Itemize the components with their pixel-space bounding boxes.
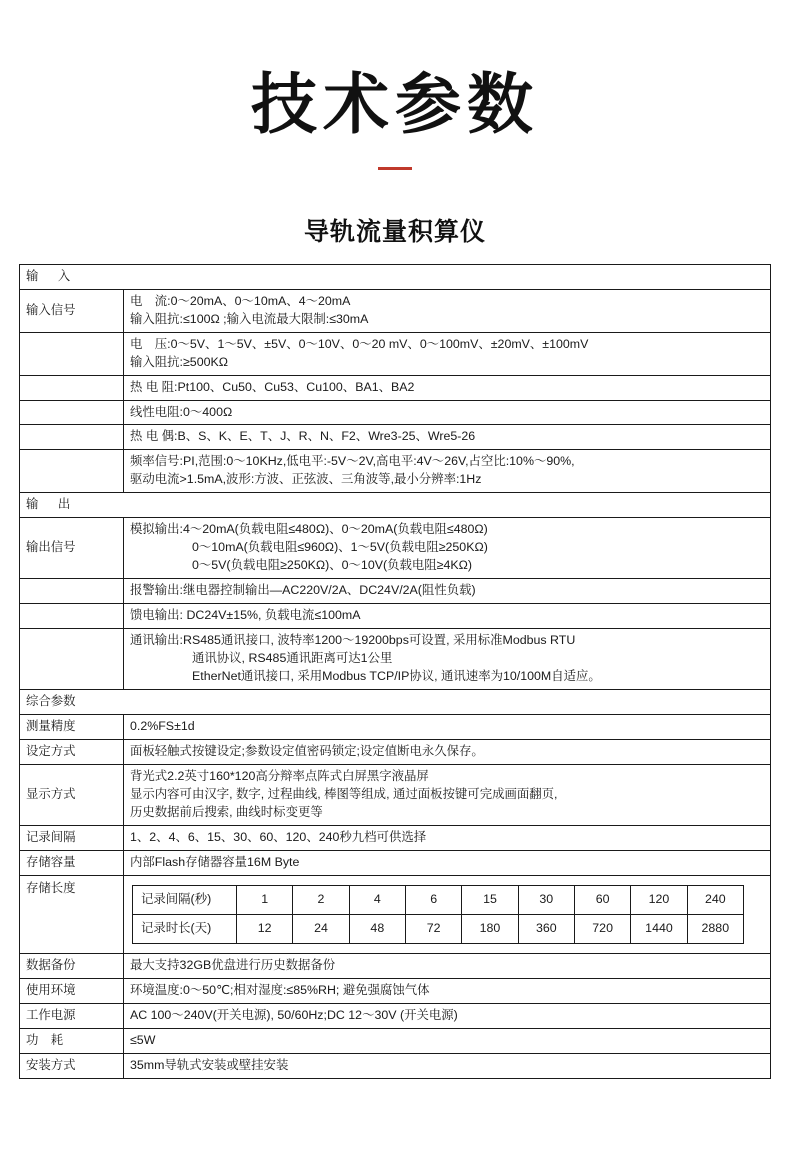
value-line: 频率信号:PI,范围:0～10KHz,低电平:-5V～2V,高电平:4V～26V,占空比:10%～90%, [130,454,575,469]
specifications-table [19,264,771,1080]
table-section-input [20,264,771,289]
value-line: 线性电阻:0～400Ω [130,404,233,419]
row-value [124,604,771,629]
row-value [124,1054,771,1079]
value-line: 馈电输出: DC24V±15%, 负载电流≤100mA [130,608,361,623]
row-value [124,765,771,826]
table-row [20,1054,771,1079]
value-line: 历史数据前后搜索, 曲线时标变更等 [130,805,323,820]
interval-cell: 4 [349,886,405,915]
row-value [124,450,771,493]
value-line: 背光式2.2英寸160*120高分辩率点阵式白屏黑字液晶屏 [130,769,429,784]
row-label-empty [20,425,124,450]
row-value [124,1004,771,1029]
table-row [20,518,771,579]
table-row [20,332,771,375]
row-label-record-interval: 记录间隔 [20,826,124,851]
row-label-data-backup: 数据备份 [20,954,124,979]
row-label-accuracy: 测量精度 [20,715,124,740]
row-label-empty [20,450,124,493]
row-value [124,375,771,400]
table-row [20,851,771,876]
row-label-display-method: 显示方式 [20,765,124,826]
row-label-storage-capacity: 存储容量 [20,851,124,876]
value-line: 驱动电流>1.5mA,波形:方波、正弦波、三角波等,最小分辨率:1Hz [130,472,482,487]
table-row [20,604,771,629]
storage-length-table [132,885,744,944]
interval-cell: 30 [518,886,574,915]
value-line: 环境温度:0～50℃;相对湿度:≤85%RH; 避免强腐蚀气体 [130,983,430,998]
row-label-mounting: 安装方式 [20,1054,124,1079]
value-line: 模拟输出:4～20mA(负载电阻≤480Ω)、0～20mA(负载电阻≤480Ω) [130,522,488,537]
value-line: 通讯输出:RS485通讯接口, 波特率1200～19200bps可设置, 采用标准Modbus RTU [130,633,576,648]
table-row [20,954,771,979]
row-value [124,740,771,765]
value-line: 输入阻抗:≥500KΩ [130,354,229,369]
value-line: 内部Flash存储器容量16M Byte [130,855,300,870]
storage-length-interval-row [133,886,744,915]
duration-cell: 24 [293,915,349,944]
row-value [124,1029,771,1054]
value-line: 热 电 阻:Pt100、Cu50、Cu53、Cu100、BA1、BA2 [130,379,415,394]
duration-cell: 360 [518,915,574,944]
value-line: EtherNet通讯接口, 采用Modbus TCP/IP协议, 通讯速率为10/100M自适应。 [192,669,601,684]
section-label-output: 输 出 [20,493,771,518]
row-value [124,400,771,425]
table-row [20,629,771,690]
interval-cell: 240 [687,886,743,915]
row-label-empty [20,604,124,629]
value-line: 输入阻抗:≤100Ω ;输入电流最大限制:≤30mA [130,311,369,326]
value-line: ≤5W [130,1033,156,1048]
value-line: 1、2、4、6、15、30、60、120、240秒九档可供选择 [130,830,427,845]
row-label-storage-length: 存储长度 [20,876,124,954]
row-value [124,715,771,740]
row-value [124,518,771,579]
duration-cell: 12 [237,915,293,944]
table-row [20,425,771,450]
duration-cell: 1440 [631,915,687,944]
duration-cell: 720 [574,915,630,944]
table-row [20,740,771,765]
row-label-power-supply: 工作电源 [20,1004,124,1029]
value-line: 显示内容可由汉字, 数字, 过程曲线, 棒图等组成, 通过面板按键可完成画面翻页, [130,787,558,802]
table-section-output [20,493,771,518]
row-value [124,954,771,979]
interval-cell: 6 [405,886,461,915]
row-label-empty [20,375,124,400]
row-value [124,876,771,954]
value-line: 0～10mA(负载电阻≤960Ω)、1～5V(负载电阻≥250KΩ) [192,540,488,555]
table-row [20,979,771,1004]
table-row [20,1004,771,1029]
row-value [124,579,771,604]
row-value [124,851,771,876]
table-row [20,1029,771,1054]
value-line: 0～5V(负载电阻≥250KΩ)、0～10V(负载电阻≥4KΩ) [192,558,473,573]
row-value [124,629,771,690]
table-row-storage-length [20,876,771,954]
value-line: 0.2%FS±1d [130,719,195,734]
duration-cell: 72 [405,915,461,944]
row-value [124,826,771,851]
duration-cell: 48 [349,915,405,944]
interval-cell: 120 [631,886,687,915]
interval-cell: 1 [237,886,293,915]
row-label-empty [20,400,124,425]
table-row [20,715,771,740]
value-line: 35mm导轨式安装或壁挂安装 [130,1058,289,1073]
value-line: 电 流:0～20mA、0～10mA、4～20mA [130,293,351,308]
row-value [124,979,771,1004]
row-label-input-signal: 输入信号 [20,289,124,332]
section-label-comprehensive: 综合参数 [20,690,771,715]
section-label-input: 输 入 [20,264,771,289]
row-label-output-signal: 输出信号 [20,518,124,579]
table-row [20,765,771,826]
interval-row-header: 记录间隔(秒) [133,886,237,915]
duration-cell: 2880 [687,915,743,944]
row-label-power-consumption: 功 耗 [20,1029,124,1054]
table-row [20,826,771,851]
value-line: AC 100～240V(开关电源), 50/60Hz;DC 12～30V (开关电源) [130,1008,458,1023]
interval-cell: 15 [462,886,518,915]
row-label-empty [20,579,124,604]
table-section-comprehensive [20,690,771,715]
interval-cell: 2 [293,886,349,915]
row-label-environment: 使用环境 [20,979,124,1004]
page-title: 技术参数 [251,67,539,141]
value-line: 电 压:0～5V、1～5V、±5V、0～10V、0～20 mV、0～100mV、±20mV、±100mV [130,336,589,351]
row-label-setting-method: 设定方式 [20,740,124,765]
table-row [20,579,771,604]
storage-length-duration-row [133,915,744,944]
value-line: 通讯协议, RS485通讯距离可达1公里 [192,651,393,666]
interval-cell: 60 [574,886,630,915]
row-value [124,425,771,450]
value-line: 面板轻触式按键设定;参数设定值密码锁定;设定值断电永久保存。 [130,744,484,759]
duration-cell: 180 [462,915,518,944]
row-label-empty [20,629,124,690]
value-line: 最大支持32GB优盘进行历史数据备份 [130,958,336,973]
table-row [20,289,771,332]
table-row [20,400,771,425]
value-line: 热 电 偶:B、S、K、E、T、J、R、N、F2、Wre3-25、Wre5-26 [130,429,476,444]
table-row [20,375,771,400]
duration-row-header: 记录时长(天) [133,915,237,944]
row-value [124,289,771,332]
row-label-empty [20,332,124,375]
row-value [124,332,771,375]
product-subtitle: 导轨流量积算仪 [303,217,486,246]
value-line: 报警输出:继电器控制输出—AC220V/2A、DC24V/2A(阻性负载) [130,583,476,598]
table-row [20,450,771,493]
